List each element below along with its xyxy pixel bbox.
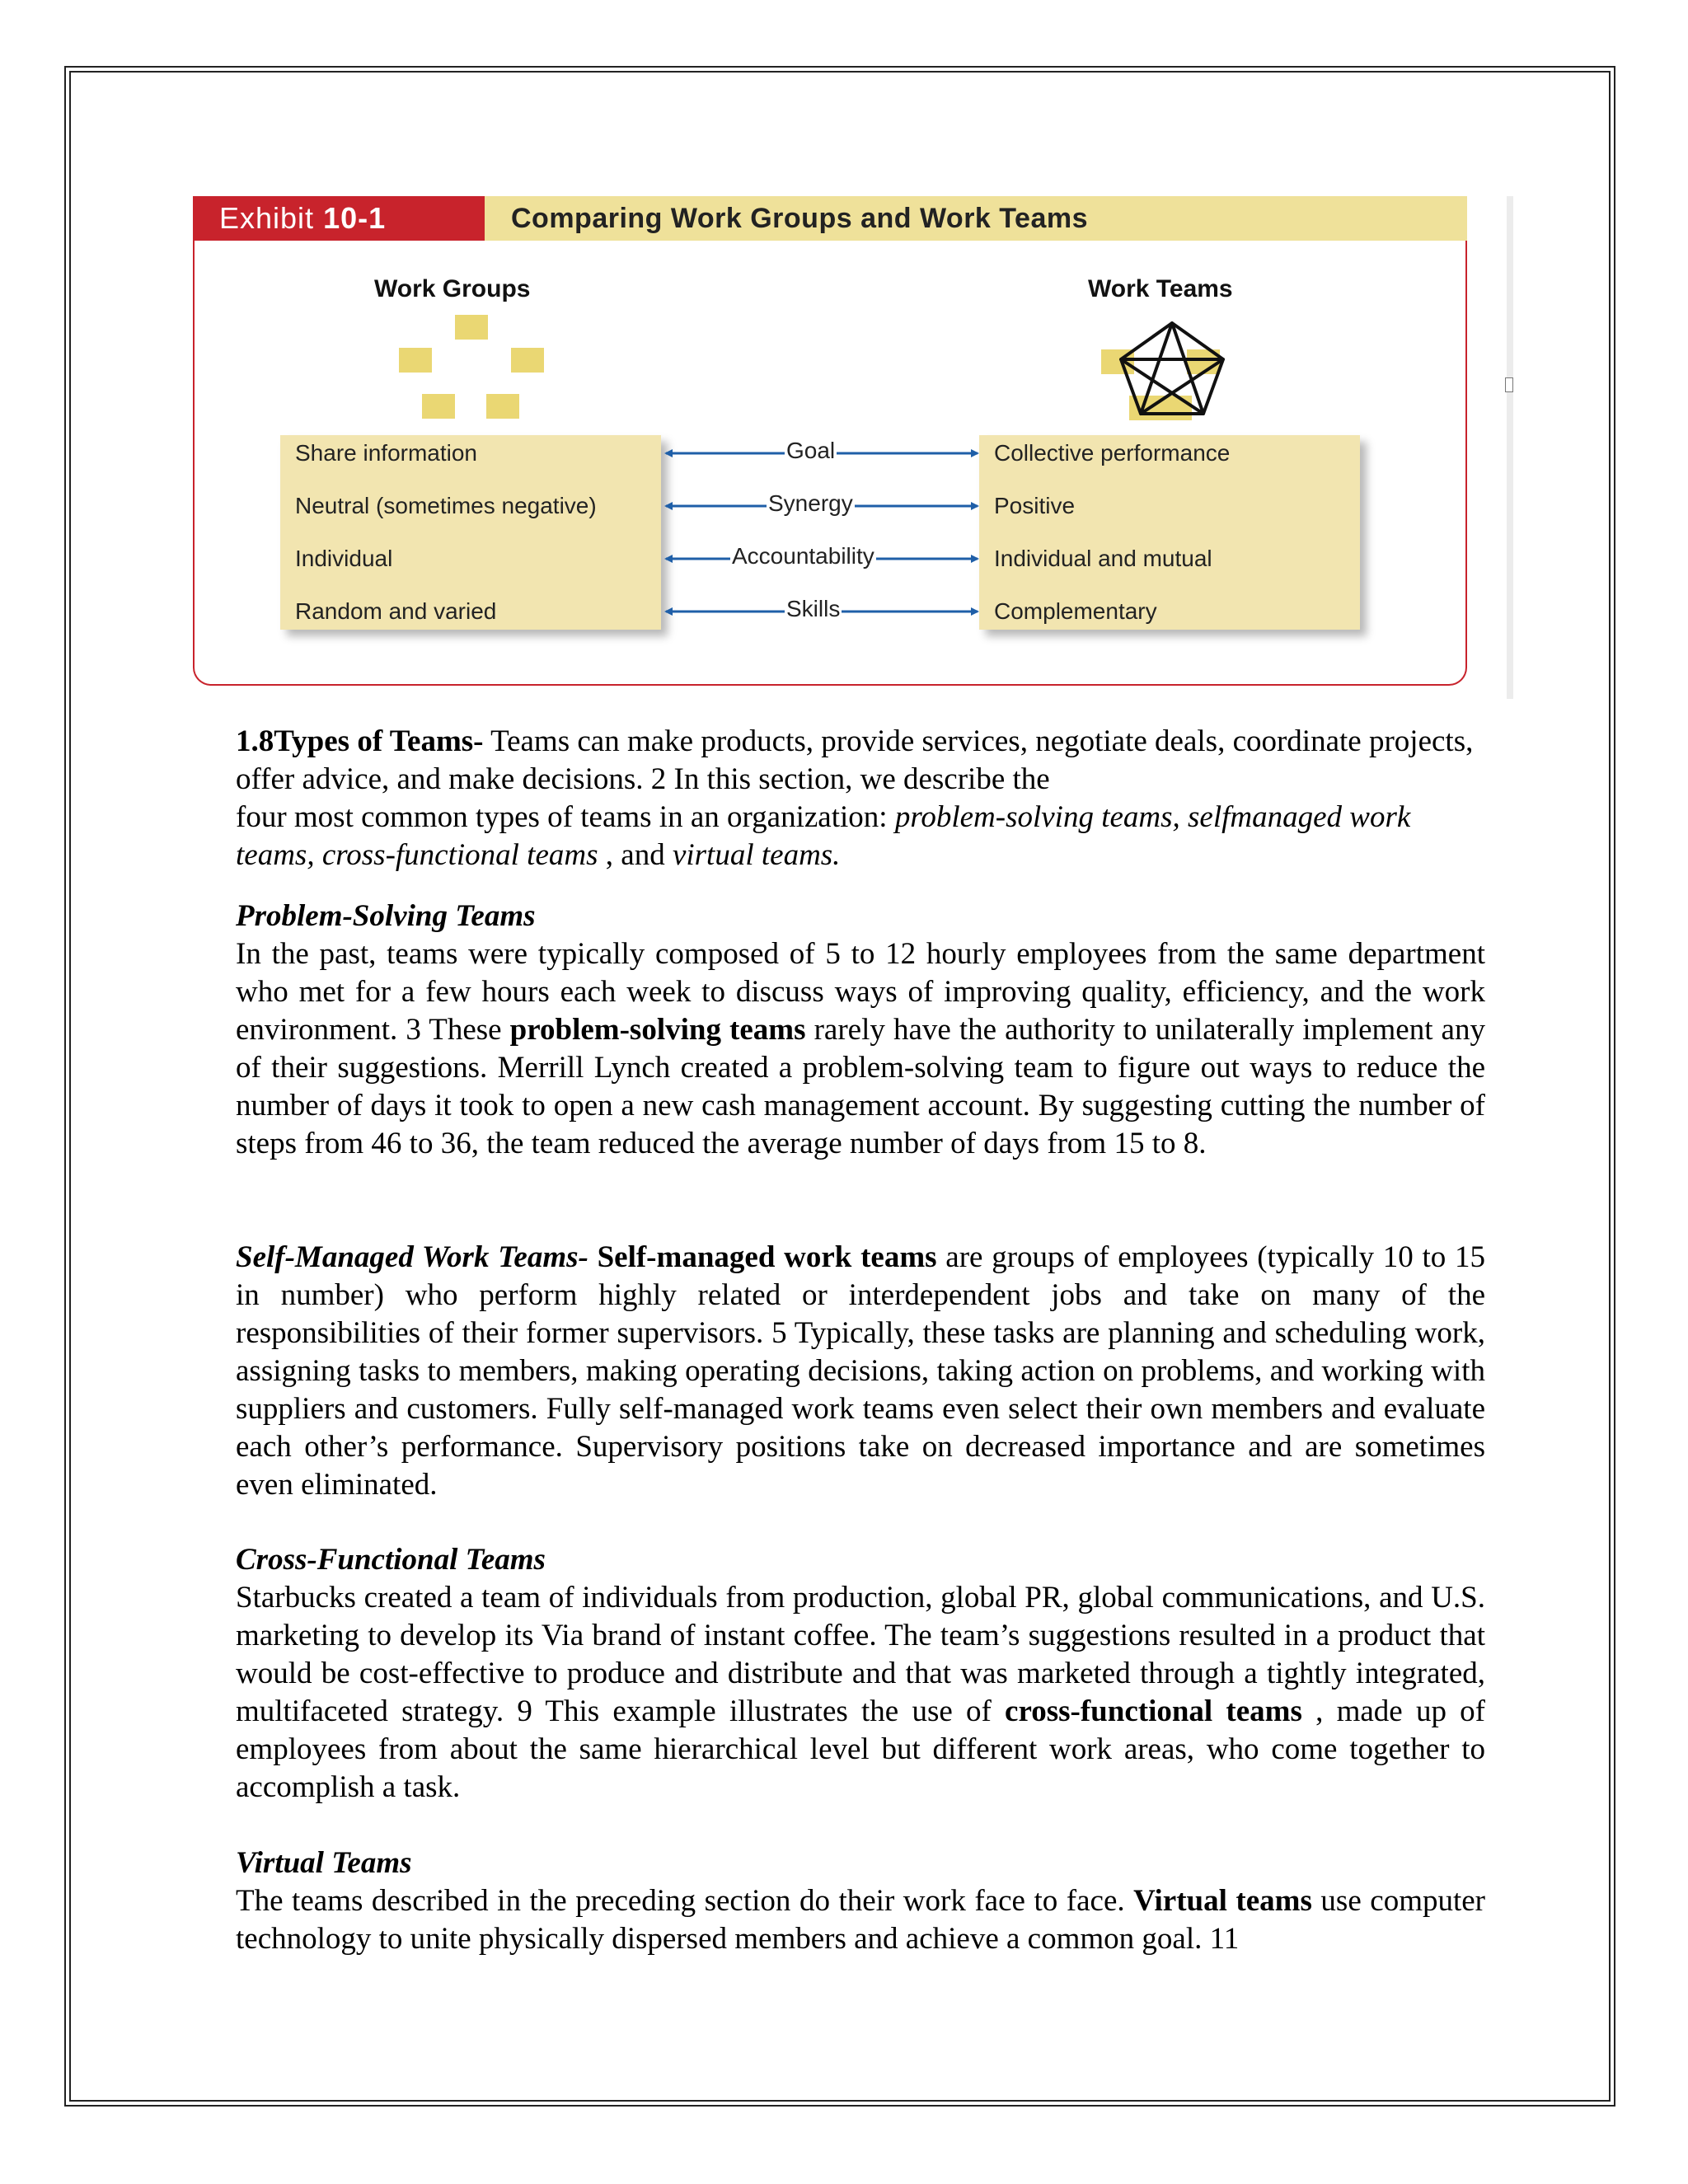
virtual-text-a: The teams described in the preceding section do their work face to face. [236,1884,1134,1918]
teams-item-synergy: Positive [994,493,1076,518]
exhibit-label-prefix: Exhibit [219,201,315,235]
exhibit-scroll-strip [1507,196,1513,699]
self-managed-paragraph [236,1239,1485,1504]
groups-item-goal: Share information [295,440,478,466]
cross-functional-heading: Cross-Functional Teams [236,1543,546,1577]
exhibit-figure [193,196,1467,686]
self-managed-bold-term: Self-managed work teams [588,1240,937,1274]
dimension-skills: Skills [786,596,841,621]
exhibit-scroll-marker [1505,377,1513,392]
virtual-paragraph [236,1882,1485,1958]
types-text-c: , and [598,838,673,872]
groups-item-synergy: Neutral (sometimes negative) [295,493,597,518]
cross-bold-term: cross-functional teams [1005,1694,1302,1728]
dimension-accountability: Accountability [732,543,874,569]
groups-item-accountability: Individual [295,546,393,571]
problem-text-b: rarely have the authority to unilaterally implement any of their suggestions. Merrill Lynch created a problem-solving team to figure out ways to reduce the number of days it took to open a new cash management account. By suggesting cutting the number of steps from 46 to 36, the team reduced the average number of days from 15 to 8. [236,1013,1485,1160]
types-heading: 1.8Types of Teams- [236,724,484,758]
teams-item-skills: Complementary [994,598,1157,624]
virtual-bold-term: Virtual teams [1133,1884,1312,1918]
types-text-a: Teams can make products, provide services, negotiate deals, coordinate projects, offer advice, and make decisions. 2 In this section, we describe the [236,724,1474,796]
types-of-teams-section [236,723,1485,874]
problem-text-a: In the past, teams were typically composed of 5 to 12 hourly employees from the same department who met for a few hours each week to discuss ways of improving quality, efficiency, and the work environment. 3 These [236,937,1485,1047]
cross-text-b: , made up of employees from about the same hierarchical level but different work areas, who come together to accomplish a task. [236,1694,1485,1804]
work-groups-heading: Work Groups [374,275,531,302]
virtual-text-b: use computer technology to unite physically dispersed members and achieve a common goal. 11 [236,1884,1485,1956]
dimension-synergy: Synergy [768,490,853,516]
teams-item-accountability: Individual and mutual [994,546,1212,571]
types-text-b-italic: problem-solving teams, selfmanaged work teams, cross-functional teams [236,800,1411,872]
self-managed-text: are groups of employees (typically 10 to 15 in number) who perform highly related or interdependent jobs and take on many of the responsibilities of their former supervisors. 5 Typically, these tasks are planning and scheduling work, assigning tasks to members, making operating decisions, taking action on problems, and working with suppliers and customers. Fully self-managed work teams even select their own members and evaluate each other’s performance. Supervisory positions take on decreased importance and are sometimes even eliminated. [236,1240,1485,1502]
types-text-c-italic: virtual teams. [672,838,841,872]
dimension-goal: Goal [786,438,836,463]
problem-solving-section [236,898,1485,1163]
exhibit-label-number: 10-1 [323,201,387,235]
self-managed-heading: Self-Managed Work Teams- [236,1240,588,1274]
problem-solving-paragraph [236,935,1485,1163]
self-managed-section [236,1239,1485,1504]
groups-item-skills: Random and varied [295,598,497,624]
types-text-b: four most common types of teams in an organization: [236,800,895,834]
teams-item-goal: Collective performance [994,440,1231,466]
work-teams-heading: Work Teams [1088,275,1233,302]
problem-solving-heading: Problem-Solving Teams [236,899,536,933]
virtual-heading: Virtual Teams [236,1846,412,1880]
types-of-teams-paragraph [236,723,1485,874]
problem-bold-term: problem-solving teams [509,1013,806,1047]
cross-functional-paragraph [236,1579,1485,1807]
virtual-section [236,1844,1485,1958]
cross-functional-section [236,1541,1485,1807]
exhibit-title: Comparing Work Groups and Work Teams [485,196,1467,241]
cross-text-a: Starbucks created a team of individuals from production, global PR, global communications, and U.S. marketing to develop its Via brand of instant coffee. The team’s suggestions resulted in a product that would be cost-effective to produce and distribute and that was marketed through a tightly integrated, multifaceted strategy. 9 This example illustrates the use of [236,1581,1485,1728]
